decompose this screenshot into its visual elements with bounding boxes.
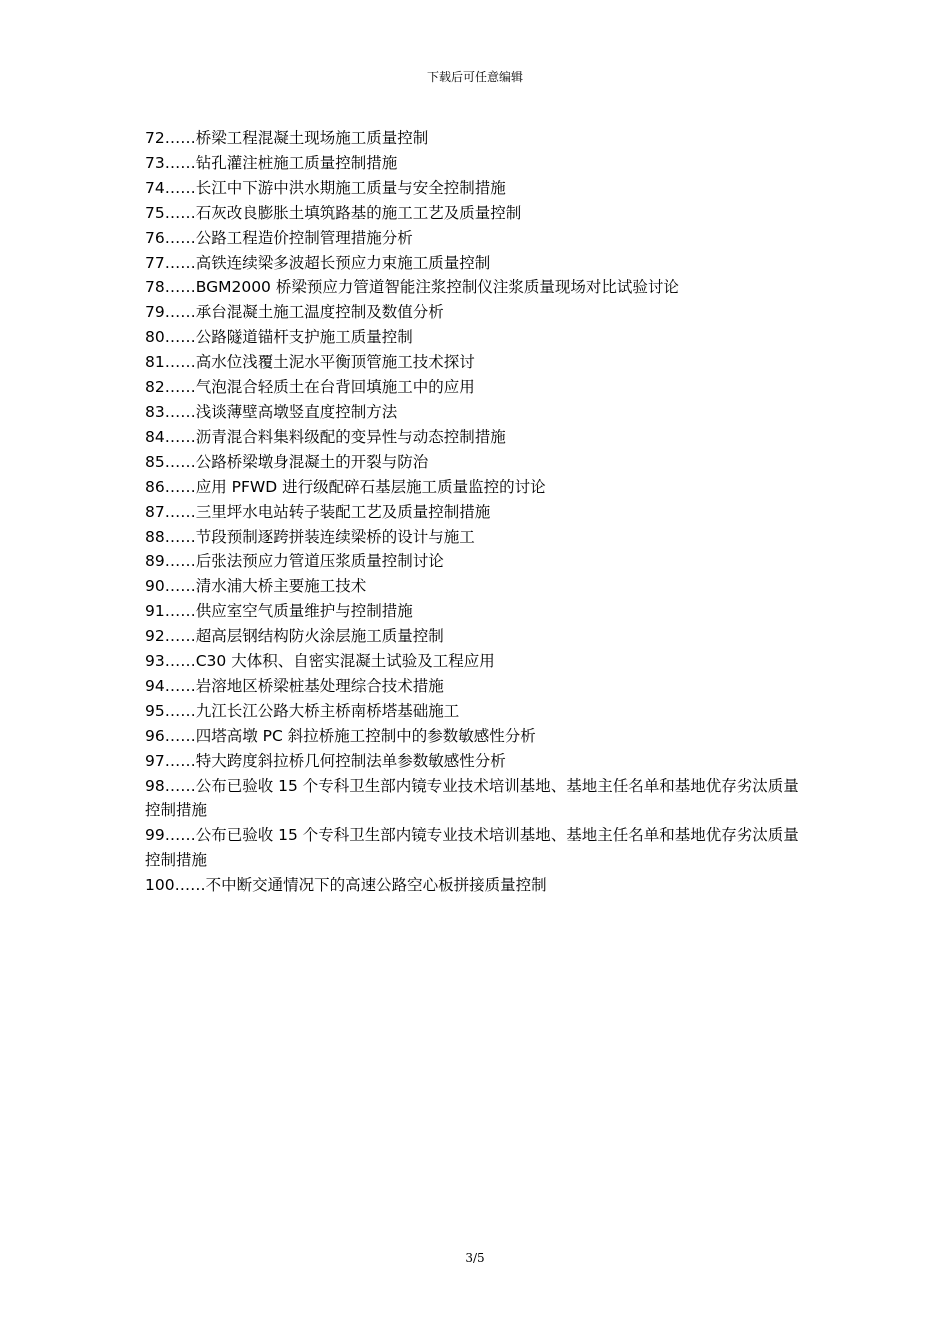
- list-item: 79……承台混凝土施工温度控制及数值分析: [145, 303, 444, 322]
- list-item: 85……公路桥梁墩身混凝土的开裂与防治: [145, 452, 429, 471]
- list-item: 72……桥梁工程混凝土现场施工质量控制: [145, 129, 429, 147]
- article-list: [145, 126, 810, 898]
- list-item: 97……特大跨度斜拉桥几何控制法单参数敏感性分析: [145, 751, 506, 770]
- page-number: 3/5: [465, 1251, 485, 1265]
- list-item: 92……超高层钢结构防火涂层施工质量控制: [145, 627, 444, 646]
- list-item: 91……供应室空气质量维护与控制措施: [145, 602, 413, 621]
- list-item: 75……石灰改良膨胀土填筑路基的施工工艺及质量控制: [145, 203, 522, 222]
- list-item: 87……三里坪水电站转子装配工艺及质量控制措施: [145, 502, 491, 521]
- list-item: 98……公布已验收 15 个专科卫生部内镜专业技术培训基地、基地主任名单和基地优存劣汰质量控制措施: [145, 776, 799, 820]
- list-item: 93……C30 大体积、自密实混凝土试验及工程应用: [145, 652, 495, 671]
- list-item: 78……BGM2000 桥梁预应力管道智能注浆控制仪注浆质量现场对比试验讨论: [145, 278, 679, 297]
- list-item: 96……四塔高墩 PC 斜拉桥施工控制中的参数敏感性分析: [145, 726, 536, 745]
- list-item: 99……公布已验收 15 个专科卫生部内镜专业技术培训基地、基地主任名单和基地优存劣汰质量控制措施: [145, 826, 799, 870]
- list-item: 73……钻孔灌注桩施工质量控制措施: [145, 153, 398, 172]
- list-item: 83……浅谈薄壁高墩竖直度控制方法: [145, 402, 398, 421]
- list-item: 100……不中断交通情况下的高速公路空心板拼接质量控制: [145, 876, 547, 895]
- list-item: 86……应用 PFWD 进行级配碎石基层施工质量监控的讨论: [145, 477, 546, 496]
- page-header: 下载后可任意编辑: [426, 70, 523, 84]
- list-item: 74……长江中下游中洪水期施工质量与安全控制措施: [145, 178, 506, 197]
- list-item: 89……后张法预应力管道压浆质量控制讨论: [145, 552, 444, 571]
- list-item: 81……高水位浅覆土泥水平衡顶管施工技术探讨: [145, 353, 475, 372]
- list-item: 94……岩溶地区桥梁桩基处理综合技术措施: [145, 676, 444, 695]
- list-item: 95……九江长江公路大桥主桥南桥塔基础施工: [145, 701, 460, 720]
- list-item: 76……公路工程造价控制管理措施分析: [145, 228, 413, 247]
- list-item: 82……气泡混合轻质土在台背回填施工中的应用: [145, 378, 475, 397]
- list-item: 88……节段预制逐跨拼装连续梁桥的设计与施工: [145, 527, 475, 546]
- list-item: 90……清水浦大桥主要施工技术: [145, 577, 367, 596]
- list-item: 84……沥青混合料集料级配的变异性与动态控制措施: [145, 427, 506, 446]
- list-item: 77……高铁连续梁多波超长预应力束施工质量控制: [145, 253, 491, 272]
- list-item: 80……公路隧道锚杆支护施工质量控制: [145, 328, 413, 347]
